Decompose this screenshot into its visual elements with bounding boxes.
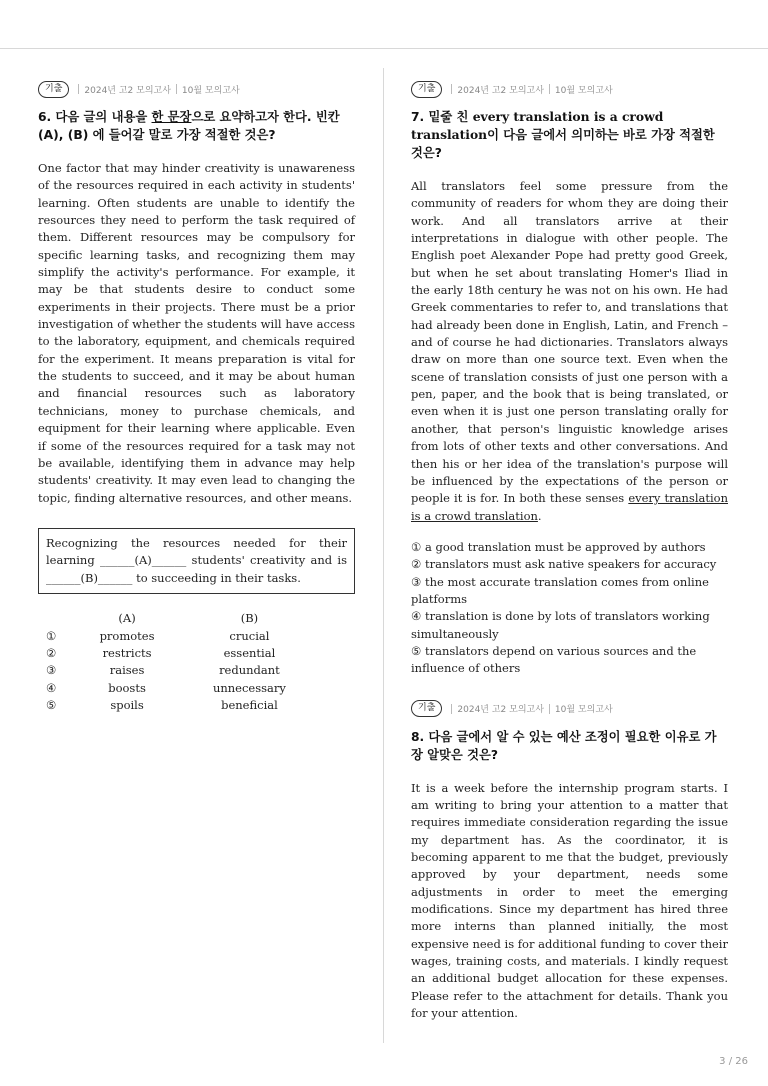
title-text: 이 다음 글에서 의미하는 바로 가장 적절한 것은? (411, 128, 715, 160)
option-row[interactable] (38, 680, 318, 697)
choice-item[interactable]: ① a good translation must be approved by authors (411, 539, 706, 554)
question-tag: 기출 (411, 81, 442, 98)
passage-text: . (537, 508, 542, 523)
meta-separator (176, 84, 177, 94)
question-6-options (38, 610, 355, 714)
option-number: ① (46, 628, 57, 643)
passage-text: All translators feel some pressure from the community of readers for whom they are doing their work. And all translators arrive at their interpretations in dialogue with other people. The English poet Alexander Pope had pretty good Greek, but when he set about translating Homer's Iliad in the early 18th century he was not on his own. He had Greek commentaries to refer to, and translations that had already been done in English, Latin, and French – and of course he had dictionaries. Translators always draw on more than one source text. Even when the scene of translation consists of just one person with a pen, paper, and the book that is being translated, or even when it is just one person translating orally for another, that person's linguistic knowledge arises from lots of other texts and other conversations. And then his or her idea of the translation's purpose will be influenced by the expectations of the person or people it is for. In both these senses (411, 179, 728, 506)
option-number: ⑤ (46, 697, 57, 712)
option-number: ② (46, 645, 57, 660)
option-b: unnecessary (212, 680, 286, 695)
option-number: ③ (46, 663, 57, 678)
question-7-meta (411, 78, 728, 100)
question-tag: 기출 (411, 700, 442, 717)
title-underlined: 한 문장 (151, 110, 192, 124)
question-7-choices (411, 539, 728, 678)
meta-separator (451, 84, 452, 94)
title-text: 6. 다음 글의 내용을 (38, 110, 152, 124)
option-a: raises (109, 663, 145, 678)
meta-separator (549, 704, 550, 714)
question-tag: 기출 (38, 81, 69, 98)
option-b: beneficial (221, 697, 278, 712)
header-b: (B) (240, 611, 259, 626)
question-source: 2024년 고2 모의고사 (457, 705, 544, 716)
option-number: ④ (46, 680, 57, 695)
option-row[interactable] (38, 697, 318, 714)
question-6-title (38, 108, 355, 144)
page-number: 3 / 26 (719, 1056, 748, 1067)
option-row[interactable] (38, 628, 318, 645)
option-a: boosts (108, 680, 146, 695)
title-english: every translation is a crowd translation (411, 109, 664, 142)
column-divider (383, 68, 384, 1043)
choice-item[interactable]: ③ the most accurate translation comes from online platforms (411, 574, 709, 606)
summary-box: Recognizing the resources needed for their learning ______(A)______ students' creativity and is ______(B)______ to succeeding in their tasks. (38, 528, 355, 595)
question-exam: 10월 모의고사 (554, 705, 613, 716)
question-8-meta (411, 698, 728, 720)
header-a: (A) (118, 611, 136, 626)
meta-separator (451, 704, 452, 714)
title-text: 으로 요약하고자 한다. 빈칸 (A), (B) 에 들어갈 말로 가장 적절한 것은? (38, 110, 340, 142)
question-8 (411, 698, 728, 1023)
option-a: spoils (110, 697, 144, 712)
header-rule (0, 48, 768, 49)
question-8-title: 8. 다음 글에서 알 수 있는 예산 조정이 필요한 이유로 가장 알맞은 것은? (411, 729, 717, 762)
option-a: promotes (99, 628, 155, 643)
question-6-meta (38, 78, 355, 100)
question-8-passage: It is a week before the internship program starts. I am writing to bring your attention to a matter that requires immediate consideration regarding the issue my department has. As the coordinator, it is becoming apparent to me that the budget, previously approved by your department, needs some adjustments in order to meet the emerging modifications. Since my department has hired three more interns than planned initially, the most expensive need is for additional funding to cover their wages, training costs, and materials. I kindly request an additional budget allocation for these expenses. Please refer to the attachment for details. Thank you for your attention. (411, 780, 728, 1021)
option-b: crucial (229, 628, 270, 643)
passage-underlined: every translation is a crowd translation (411, 491, 728, 523)
meta-separator (78, 84, 79, 94)
right-column (411, 78, 728, 1022)
meta-separator (549, 84, 550, 94)
option-a: restricts (102, 645, 152, 660)
choice-item[interactable]: ② translators must ask native speakers for accuracy (411, 557, 717, 572)
choice-item[interactable]: ④ translation is done by lots of translators working simultaneously (411, 609, 710, 641)
choice-item[interactable]: ⑤ translators depend on various sources and the influence of others (411, 643, 697, 676)
question-source: 2024년 고2 모의고사 (84, 85, 171, 96)
title-text: 7. 밑줄 친 (411, 110, 473, 124)
question-7-passage (411, 178, 728, 525)
option-row[interactable] (38, 645, 318, 662)
option-b: redundant (219, 663, 280, 678)
options-header (38, 610, 318, 627)
question-source: 2024년 고2 모의고사 (457, 85, 544, 96)
left-column (38, 78, 355, 714)
option-b: essential (223, 645, 276, 660)
question-exam: 10월 모의고사 (181, 85, 240, 96)
question-7-title (411, 108, 728, 162)
option-row[interactable] (38, 662, 318, 679)
question-exam: 10월 모의고사 (554, 85, 613, 96)
question-6-passage: One factor that may hinder creativity is unawareness of the resources required in each activity in students' learning. Often students are unable to identify the resources they need to perform the task required of them. Different resources may be compulsory for specific learning tasks, and recognizing them may simplify the activity's performance. For example, it may be that students desire to conduct some experiments in their projects. There must be a prior investigation of whether the students will have access to the laboratory, equipment, and chemicals required for the experiment. It means preparation is vital for the students to succeed, and it may be about human and financial resources such as laboratory technicians, money to purchase chemicals, and equipment for their learning where applicable. Even if some of the resources required for a task may not be available, identifying them in advance may help students' creativity. It may even lead to changing the topic, finding alternative resources, and other means. (38, 161, 355, 505)
